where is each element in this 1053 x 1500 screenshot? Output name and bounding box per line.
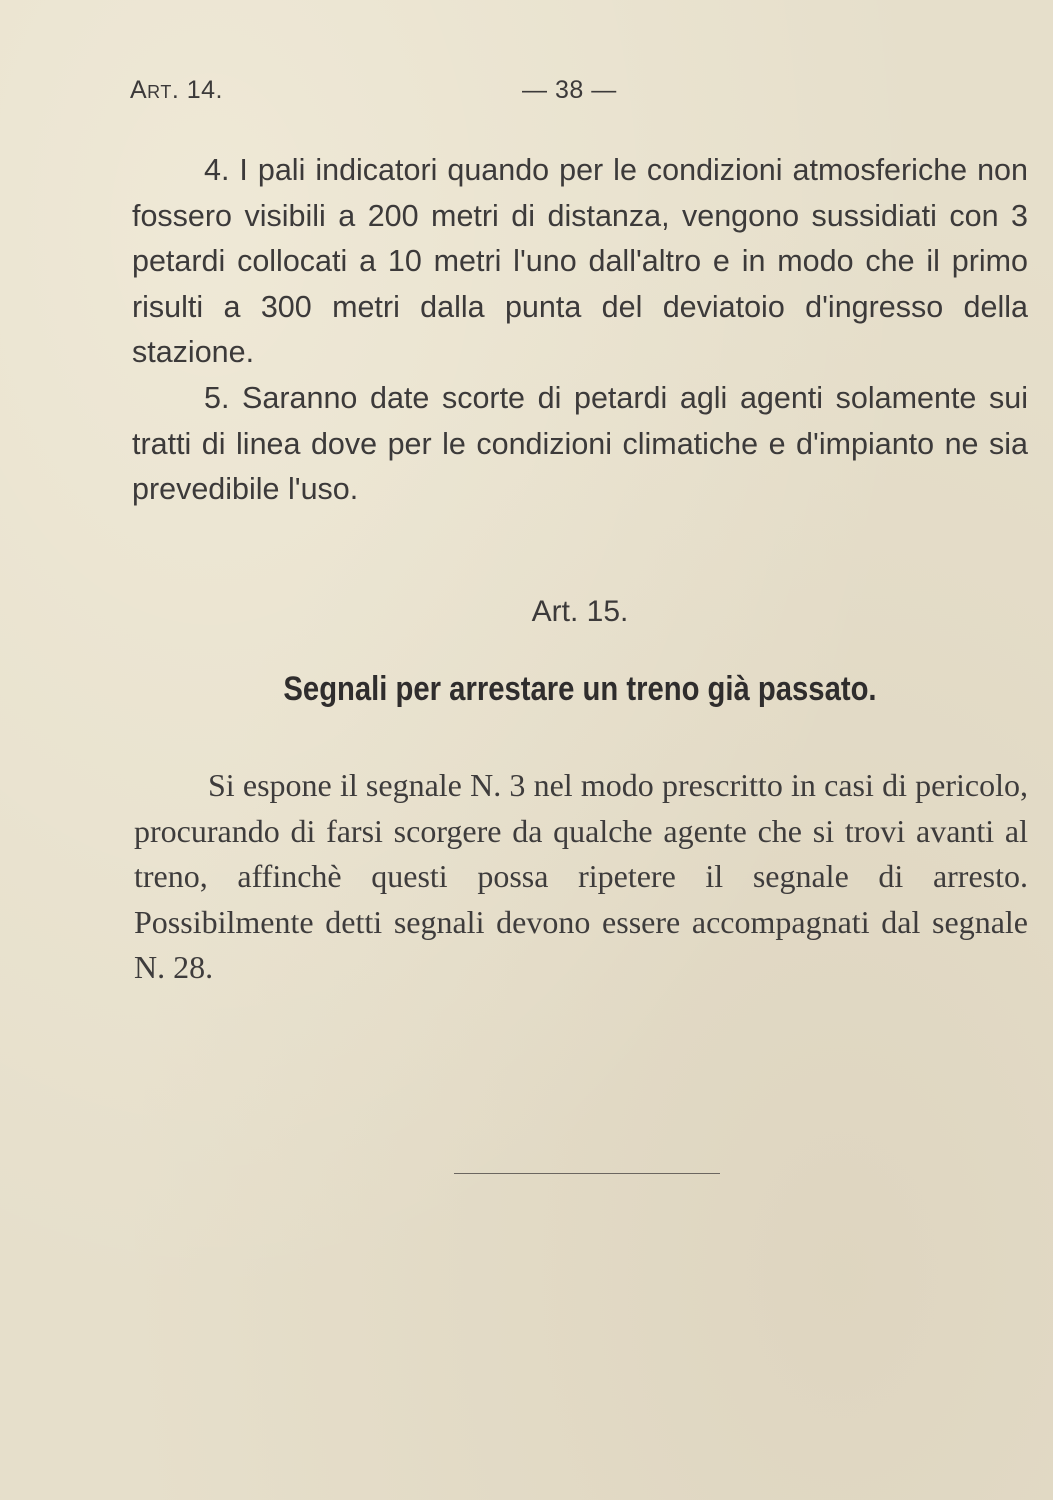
article-body: Si espone il segnale N. 3 nel modo prescritto in casi di pericolo, procurando di farsi scorgere da qualche agente che si trovi avanti al treno, affinchè questi possa ripetere il segnale di arresto. Possibilmente detti segnali devono essere accompagnati dal segnale N. 28. [134, 767, 1028, 986]
running-head [130, 76, 920, 112]
running-head-article: Art. 14. [130, 76, 223, 104]
paragraph-4: 4. I pali indicatori quando per le condizioni atmosferiche non fossero visibili a 200 metri di distanza, vengono sussidiati con 3 petardi collocati a 10 metri l'uno dall'altro e in modo che il primo risulti a 300 metri dalla punta del deviatoio d'ingresso della stazione. [132, 153, 1028, 370]
paragraph-5: 5. Saranno date scorte di petardi agli agenti solamente sui tratti di linea dove per le condizioni climatiche e d'impianto ne sia prevedibile l'uso. [132, 381, 1028, 507]
section-divider [454, 1173, 720, 1174]
page-number: — 38 — [522, 76, 617, 104]
article-heading: Art. 15. [531, 595, 629, 628]
article-title: Segnali per arrestare un treno già passato. [283, 670, 877, 708]
